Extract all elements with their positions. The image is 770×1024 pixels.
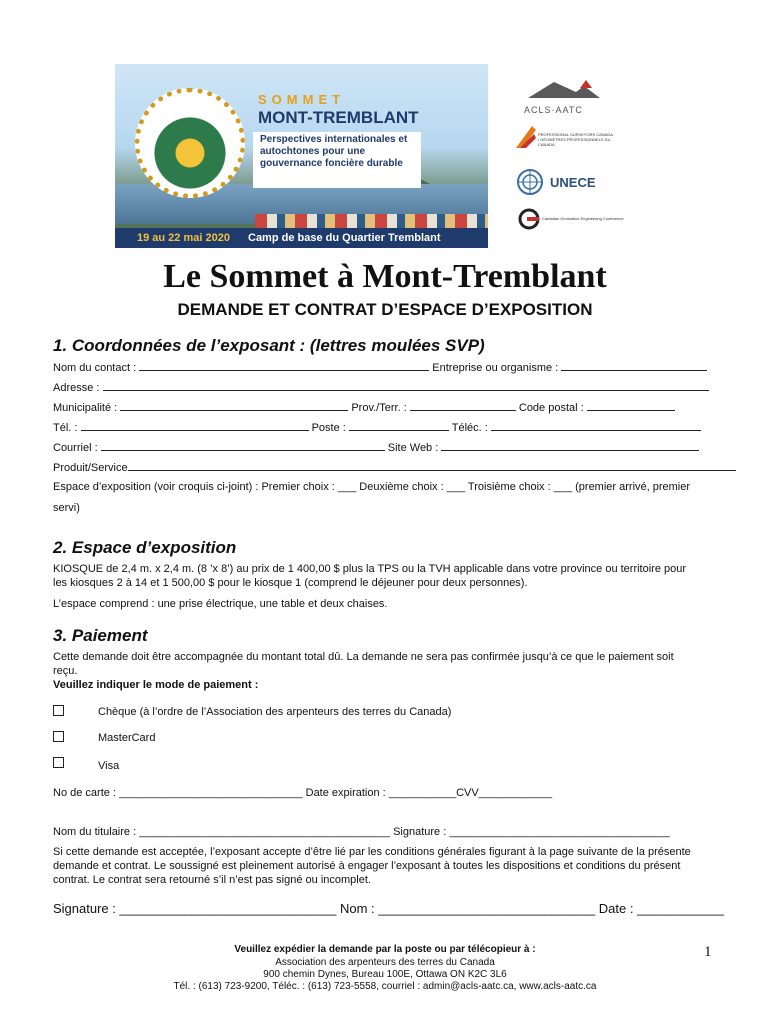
address-field[interactable] (103, 380, 709, 391)
banner-description: Perspectives internationales et autochtones pour une gouvernance foncière durable (260, 134, 408, 169)
contact-label: Nom du contact : (53, 362, 137, 374)
organization-field[interactable] (561, 360, 707, 371)
address-label: Adresse : (53, 382, 100, 394)
phone-row (53, 420, 715, 435)
municipality-field[interactable] (120, 400, 348, 411)
summit-logo-icon (135, 88, 245, 198)
fax-label: Téléc. : (451, 422, 488, 434)
visa-label: Visa (98, 760, 120, 772)
terms-line3: contrat. Le contrat sera retourné s’il n’est pas signé ou incomplet. (53, 874, 371, 886)
page-subtitle: DEMANDE ET CONTRAT D’ESPACE D’EXPOSITION (177, 300, 593, 319)
banner-dates: 19 au 22 mai 2020 (137, 232, 230, 244)
product-label: Produit/Service (53, 462, 128, 474)
website-field[interactable] (441, 440, 699, 451)
postal-field[interactable] (587, 400, 675, 411)
email-row (53, 440, 715, 455)
unece-logo-text: UNECE (550, 175, 596, 190)
postal-label: Code postal : (518, 402, 584, 414)
province-field[interactable] (410, 400, 516, 411)
footer-contact: Tél. : (613) 723-9200, Téléc. : (613) 723-5558, courriel : admin@acls-aatc.ca, www.acls-aatc.ca (173, 981, 597, 992)
psc-logo (514, 124, 614, 154)
phone-label: Tél. : (53, 422, 78, 434)
organization-label: Entreprise ou organisme : (432, 362, 559, 374)
signature-line[interactable]: Signature : ______________________________ Nom : ______________________________ Date : ____________ (53, 901, 724, 916)
phone-field[interactable] (81, 420, 309, 431)
banner-title-top: SOMMET (258, 92, 346, 107)
cgec-emblem-icon (518, 208, 540, 230)
kiosk-line2: les kiosques 2 à 14 et 1 500,00 $ pour le kiosque 1 (comprend le déjeuner pour deux personnes). (53, 577, 528, 589)
psc-logo-text: PROFESSIONAL SURVEYORS CANADA / GÉOMÈTRES PROFESSIONNELS DU CANADA (538, 132, 613, 147)
ext-label: Poste : (311, 422, 346, 434)
kiosk-line1: KIOSQUE de 2,4 m. x 2,4 m. (8 ’x 8’) au prix de 1 400,00 $ plus la TPS ou la TVH applicable dans votre province ou territoire pour (53, 563, 687, 575)
summit-banner (115, 64, 488, 248)
footer-address: 900 chemin Dynes, Bureau 100E, Ottawa ON K2C 3L6 (263, 969, 507, 980)
section1-heading: 1. Coordonnées de l’exposant : (lettres moulées SVP) (53, 336, 485, 355)
footer-instruction: Veuillez expédier la demande par la poste ou par télécopieur à : (234, 944, 536, 955)
cheque-label: Chèque (à l’ordre de l’Association des arpenteurs des terres du Canada) (98, 706, 452, 718)
space-choice-line1: Espace d’exposition (voir croquis ci-joint) : Premier choix : ___ Deuxième choix : ___ Troisième choix : ___ (premier arrivé, premier (53, 481, 691, 493)
kiosk-includes: L’espace comprend : une prise électrique, une table et deux chaises. (53, 598, 388, 610)
email-label: Courriel : (53, 442, 98, 454)
ext-field[interactable] (349, 420, 449, 431)
terms-line1: Si cette demande est acceptée, l’exposant accepte d’être lié par les conditions générales figurant à la page suivante de la présente (53, 846, 691, 858)
mastercard-label: MasterCard (98, 732, 156, 744)
cheque-checkbox[interactable] (53, 705, 64, 716)
visa-checkbox[interactable] (53, 757, 64, 768)
acls-logo (524, 78, 604, 115)
section2-heading: 2. Espace d’exposition (53, 538, 237, 557)
unece-logo (516, 168, 608, 196)
payment-line1: Cette demande doit être accompagnée du montant total dû. La demande ne sera pas confirmée jusqu’à ce que le paiement soit (53, 651, 674, 663)
contact-field[interactable] (139, 360, 429, 371)
cgec-logo-text: Canadian Geomatics Engineering Conference (542, 216, 624, 221)
email-field[interactable] (101, 440, 385, 451)
acls-logo-text: ACLS·AATC (524, 105, 583, 115)
municipality-label: Municipalité : (53, 402, 118, 414)
product-field[interactable] (128, 460, 736, 471)
page-number: 1 (704, 944, 712, 960)
banner-venue: Camp de base du Quartier Tremblant (248, 232, 441, 244)
mastercard-checkbox[interactable] (53, 731, 64, 742)
psc-arrow-icon (514, 124, 538, 150)
footer-organization: Association des arpenteurs des terres du Canada (275, 957, 495, 968)
fax-field[interactable] (491, 420, 701, 431)
municipality-row (53, 400, 715, 415)
cardholder-line[interactable]: Nom du titulaire : _________________________________________ Signature : ____________________________________ (53, 826, 670, 838)
space-choice-line2: servi) (53, 502, 80, 514)
product-row (53, 460, 715, 475)
un-emblem-icon (516, 168, 544, 196)
acls-house-icon (524, 78, 604, 100)
section3-heading: 3. Paiement (53, 626, 148, 645)
contact-row (53, 360, 715, 375)
terms-line2: demande et contrat. Le soussigné est pleinement autorisé à engager l’exposant à toutes les dispositions et conditions du présent (53, 860, 681, 872)
page-title: Le Sommet à Mont-Tremblant (163, 258, 607, 295)
website-label: Site Web : (387, 442, 439, 454)
cgec-logo (518, 208, 628, 232)
payment-line2: reçu. (53, 665, 78, 677)
card-number-line[interactable]: No de carte : ______________________________ Date expiration : ___________CVV____________ (53, 787, 553, 799)
province-label: Prov./Terr. : (351, 402, 407, 414)
address-row (53, 380, 715, 395)
payment-instruction: Veuillez indiquer le mode de paiement : (53, 679, 259, 691)
banner-title-main: MONT-TREMBLANT (258, 108, 419, 127)
